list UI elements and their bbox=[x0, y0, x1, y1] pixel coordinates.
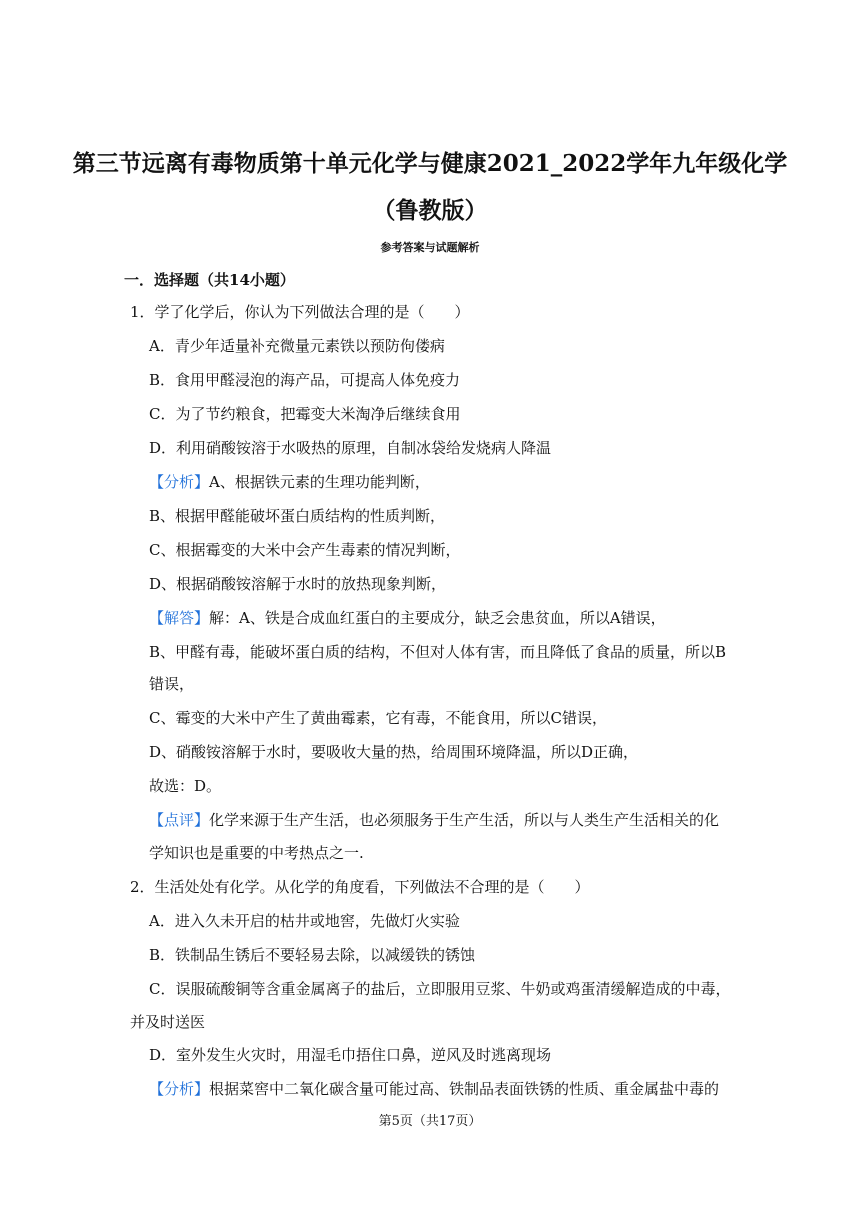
page-footer: 第5页（共17页） bbox=[378, 1114, 482, 1129]
question-2-option-c: C．误服硫酸铜等含重金属离子的盐后，立即服用豆浆、牛奶或鸡蛋清缓解造成的中毒， bbox=[149, 980, 731, 998]
question-2-option-c-continued: 并及时送医 bbox=[130, 1013, 206, 1031]
question-2-analysis-line-1 bbox=[149, 1079, 719, 1099]
question-1-analysis-line-1 bbox=[149, 472, 430, 492]
document-subtitle: 参考答案与试题解析 bbox=[380, 241, 480, 254]
question-1-comment-line-1 bbox=[149, 810, 719, 830]
question-1-answer-line-1 bbox=[149, 608, 666, 628]
question-1-answer-line-6: 故选：D。 bbox=[149, 777, 222, 795]
question-1-option-b: B．食用甲醛浸泡的海产品，可提高人体免疫力 bbox=[149, 371, 461, 389]
question-2-stem: 2．生活处处有化学。从化学的角度看，下列做法不合理的是（ ） bbox=[130, 878, 590, 896]
question-2-option-a: A．进入久未开启的枯井或地窖，先做灯火实验 bbox=[149, 912, 460, 930]
section-heading: 一．选择题（共14小题） bbox=[124, 271, 295, 289]
answer-tag: 【解答】 bbox=[149, 609, 210, 627]
question-1-option-c: C．为了节约粮食，把霉变大米淘净后继续食用 bbox=[149, 405, 461, 423]
question-1-option-a: A．青少年适量补充微量元素铁以预防佝偻病 bbox=[149, 337, 445, 355]
question-1-answer-line-5: D、硝酸铵溶解于水时，要吸收大量的热，给周围环境降温，所以D正确， bbox=[149, 743, 639, 761]
question-1-analysis-line-2: B、根据甲醛能破坏蛋白质结构的性质判断， bbox=[149, 507, 446, 525]
analysis-tag: 【分析】 bbox=[149, 473, 210, 491]
question-2-option-d: D．室外发生火灾时，用湿毛巾捂住口鼻，逆风及时逃离现场 bbox=[149, 1046, 552, 1064]
comment-tag: 【点评】 bbox=[149, 811, 210, 829]
document-title: 第三节远离有毒物质第十单元化学与健康2021_2022学年九年级化学（鲁教版） bbox=[72, 150, 788, 224]
analysis-text: A、根据铁元素的生理功能判断， bbox=[209, 473, 430, 491]
question-1-answer-line-4: C、霉变的大米中产生了黄曲霉素，它有毒，不能食用，所以C错误， bbox=[149, 709, 607, 727]
question-1-answer-line-3: 错误， bbox=[149, 675, 195, 693]
question-1-analysis-line-3: C、根据霉变的大米中会产生毒素的情况判断， bbox=[149, 541, 461, 559]
answer-text: 解：A、铁是合成血红蛋白的主要成分，缺乏会患贫血，所以A错误， bbox=[209, 609, 666, 627]
comment-text: 化学来源于生产生活，也必须服务于生产生活，所以与人类生产生活相关的化 bbox=[209, 811, 720, 829]
analysis-text: 根据菜窖中二氧化碳含量可能过高、铁制品表面铁锈的性质、重金属盐中毒的 bbox=[209, 1080, 720, 1098]
analysis-tag: 【分析】 bbox=[149, 1080, 210, 1098]
question-1-analysis-line-4: D、根据硝酸铵溶解于水时的放热现象判断， bbox=[149, 575, 447, 593]
question-1-stem: 1．学了化学后，你认为下列做法合理的是（ ） bbox=[130, 303, 470, 321]
question-2-option-b: B．铁制品生锈后不要轻易去除，以减缓铁的锈蚀 bbox=[149, 946, 476, 964]
question-1-answer-line-2: B、甲醛有毒，能破坏蛋白质的结构，不但对人体有害，而且降低了食品的质量，所以B bbox=[149, 643, 727, 661]
question-1-comment-line-2: 学知识也是重要的中考热点之一. bbox=[149, 844, 364, 862]
question-1-option-d: D．利用硝酸铵溶于水吸热的原理，自制冰袋给发烧病人降温 bbox=[149, 439, 552, 457]
